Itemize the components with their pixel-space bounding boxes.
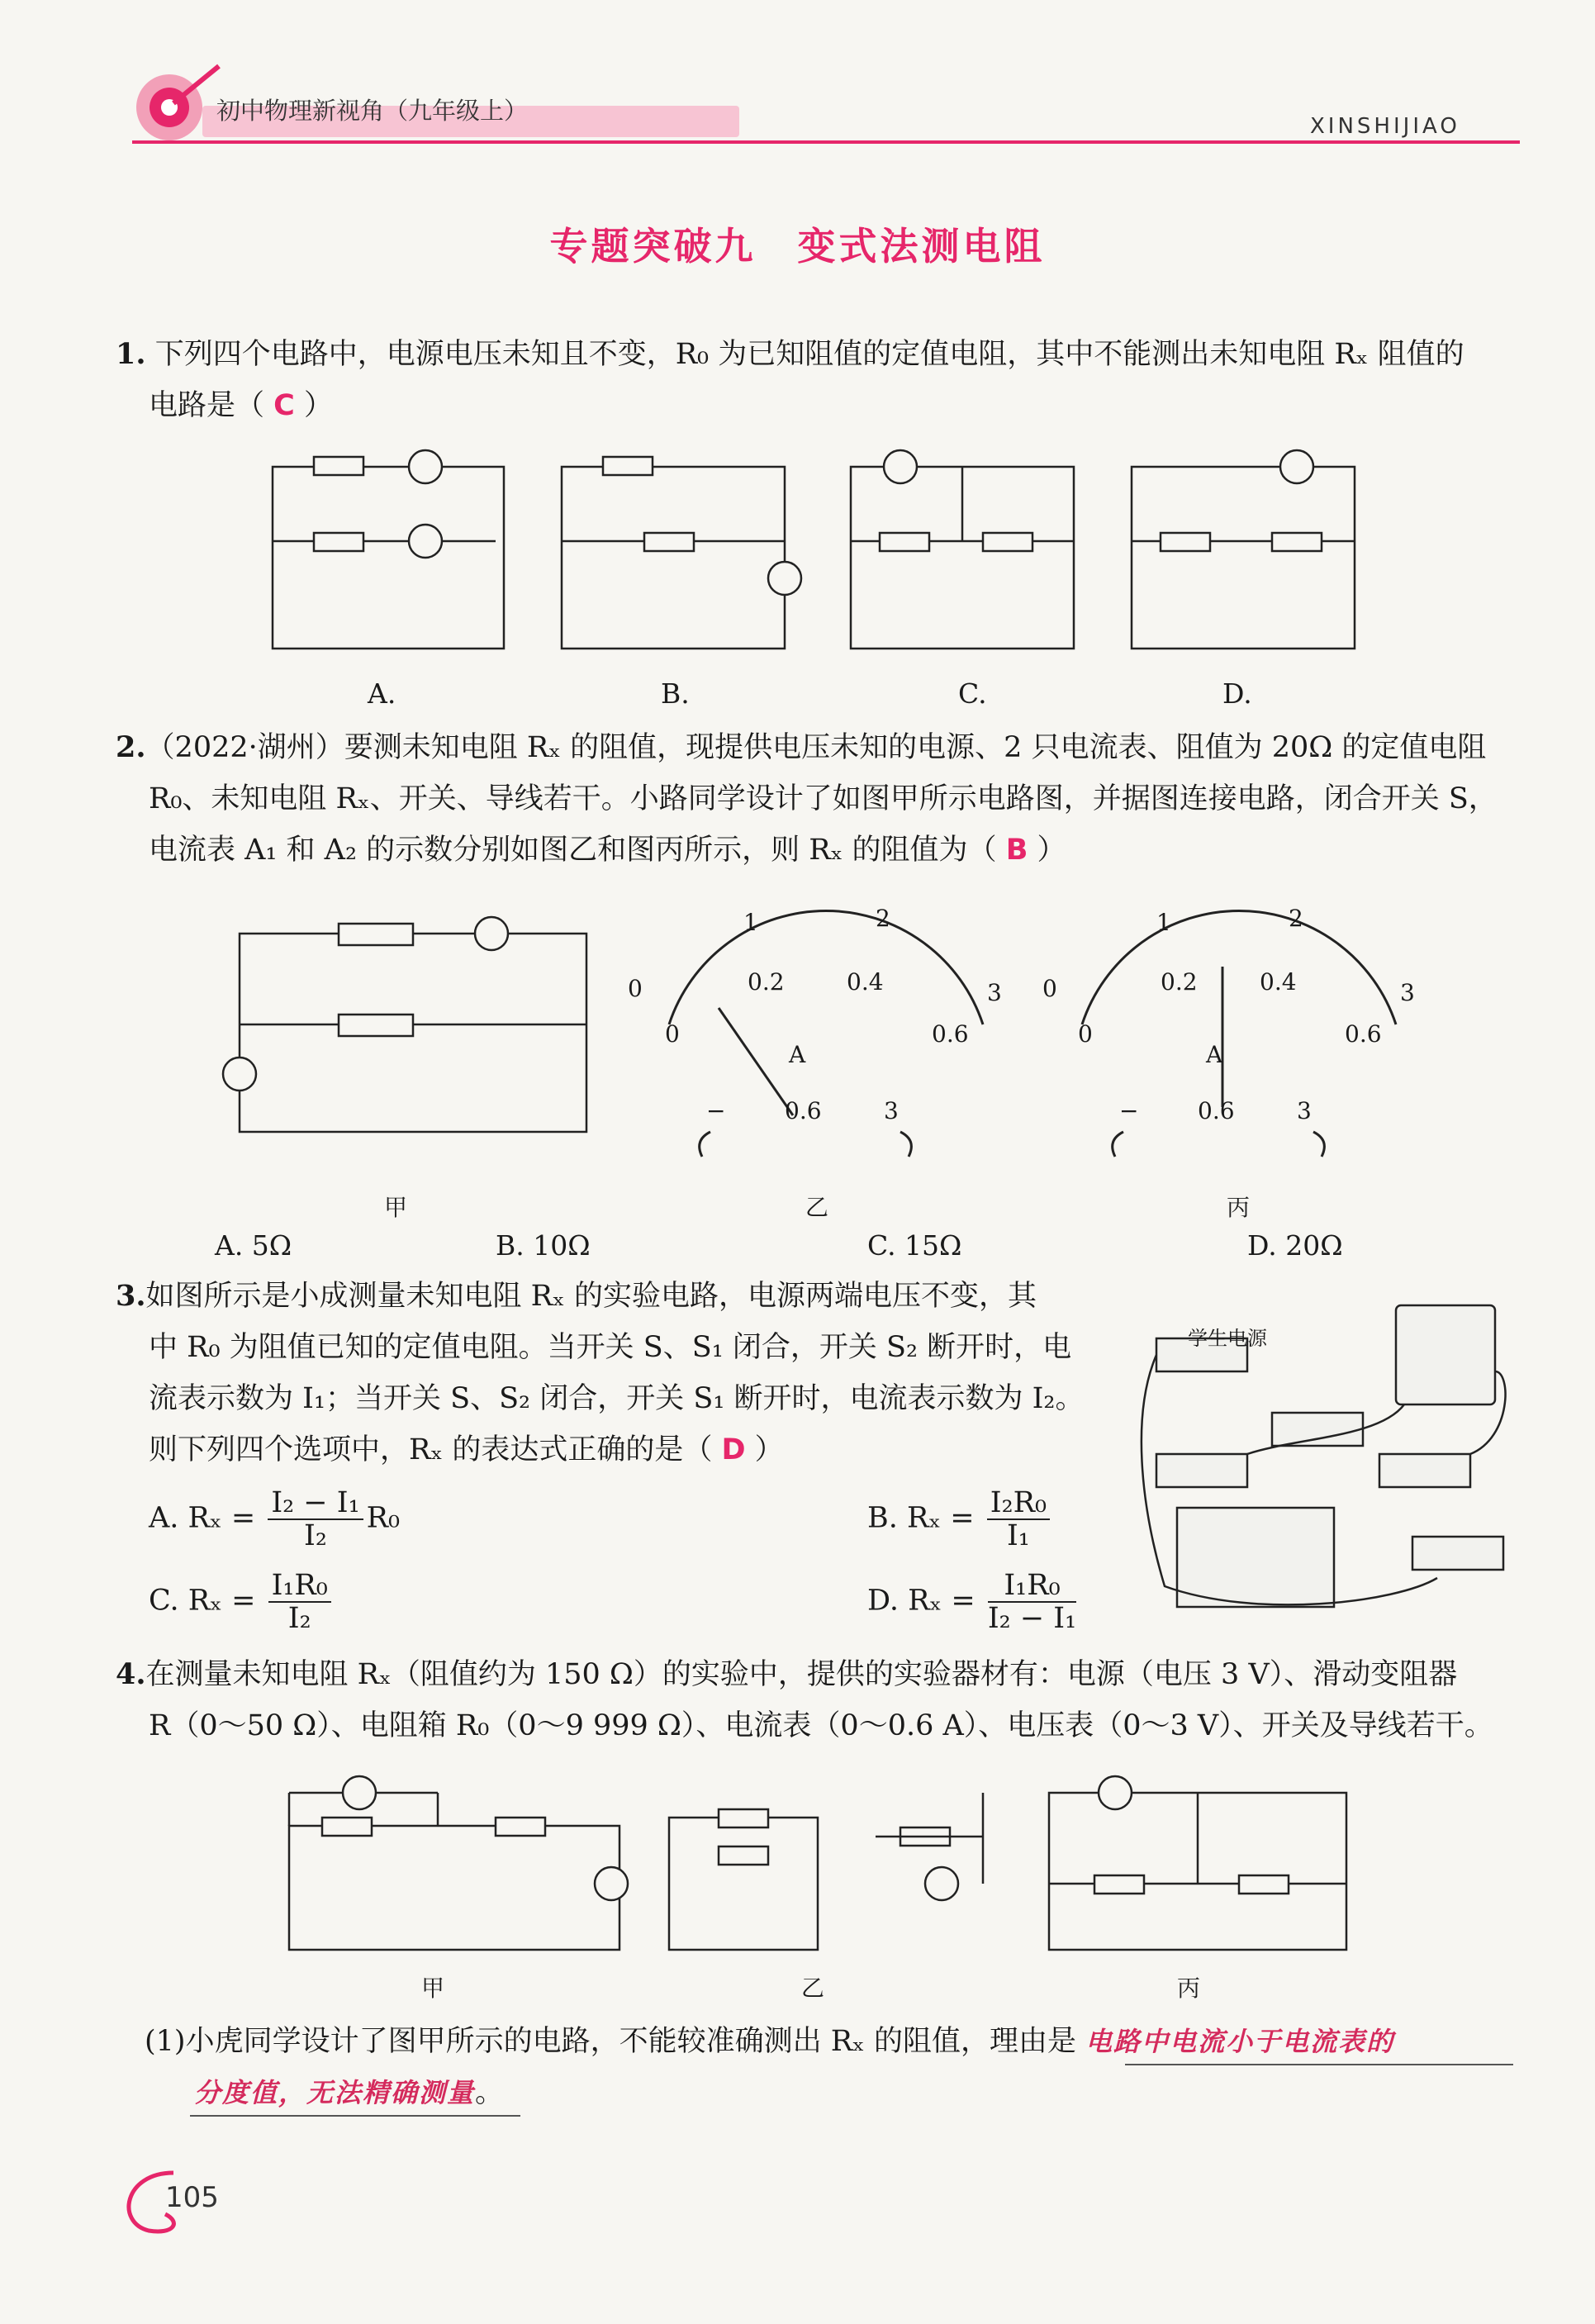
meter1-tick-0: 0 [628, 975, 643, 1002]
q2-option-c: C. 15Ω [867, 1229, 962, 1262]
q2-option-a: A. 5Ω [215, 1229, 292, 1262]
q3-option-c: C. Rₓ = $\frac{\text{I₁R₀}}{\text{I₂}}$ [149, 1570, 335, 1634]
handwritten-answer-2: 分度值，无法精确测量 [194, 2077, 476, 2108]
meter1-unit: A [789, 1041, 806, 1068]
meter1-bottom-04: 0.4 [847, 968, 884, 996]
q1-option-c: C. [958, 677, 987, 710]
page-title: 专题突破九 变式法测电阻 [549, 224, 1046, 269]
meter2-tick-0: 0 [1042, 975, 1057, 1002]
meter2-tick-1: 1 [1156, 909, 1171, 936]
q4-sub1: (1)小虎同学设计了图甲所示的电路，不能较准确测出 Rₓ 的阻值，理由是 电路中电流小于电流表的 分度值，无法精确测量。 [145, 2025, 1395, 2109]
meter2-terminal-06: 0.6 [1198, 1097, 1235, 1124]
meter1-tick-1: 1 [743, 909, 758, 936]
page-number: 105 [165, 2181, 219, 2214]
q3-option-b: B. Rₓ = $\frac{\text{I₂R₀}}{\text{I₁}}$ [867, 1487, 1053, 1552]
q4-label-bing: 丙 [1177, 1975, 1201, 2002]
q1-option-a: A. [368, 677, 396, 710]
q1-option-d: D. [1222, 677, 1252, 710]
meter2-terminal-neg: − [1119, 1097, 1139, 1124]
meter1-bottom-02: 0.2 [748, 968, 785, 996]
meter2-bottom-02: 0.2 [1161, 968, 1198, 996]
q1-circuit-diagrams [264, 442, 1388, 657]
answer-underline-2 [190, 2115, 520, 2117]
meter2-bottom-04: 0.4 [1260, 968, 1297, 996]
q1-option-b: B. [661, 677, 690, 710]
meter2-unit: A [1206, 1041, 1223, 1068]
handwritten-answer-1: 电路中电流小于电流表的 [1085, 2026, 1395, 2057]
q2-label-yi: 乙 [805, 1194, 829, 1221]
q4-label-jia: 甲 [421, 1975, 445, 2002]
meter1-terminal-06: 0.6 [785, 1097, 822, 1124]
q3-text: 3.如图所示是小成测量未知电阻 Rₓ 的实验电路，电源两端电压不变，其 中 R₀ 为阻值已知的定值电阻。当开关 S、S₁ 闭合，开关 S₂ 断开时，电 流表示数为 I₁；当开关 S、S₂ 闭合，开关 S₁ 断开时，电流表示数为 I₂。 则下列四个选项中，Rₓ 的表达式正确的是（ D ） [116, 1279, 1085, 1466]
q3-option-a: A. Rₓ = $\frac{\text{I₂ − I₁}}{\text{I₂}}$ R₀ [149, 1486, 400, 1552]
meter2-bottom-06: 0.6 [1345, 1020, 1382, 1048]
meter1-terminal-3: 3 [884, 1097, 899, 1124]
meter1-bottom-06: 0.6 [932, 1020, 969, 1048]
meter2-bottom-0: 0 [1078, 1020, 1093, 1048]
q2-circuit-jia [231, 917, 595, 1148]
meter1-tick-3: 3 [987, 979, 1002, 1006]
brand-name: XINSHIJIAO [1310, 114, 1460, 139]
q4-circuit-diagrams [281, 1776, 1355, 1991]
book-title: 初中物理新视角（九年级上） [216, 97, 529, 125]
q3-supply-label: 学生电源 [1188, 1327, 1267, 1350]
q2-option-b: B. 10Ω [496, 1229, 591, 1262]
q2-text: 2.（2022·湖州）要测未知电阻 Rₓ 的阻值，现提供电压未知的电源、2 只电流表、阻值为 20Ω 的定值电阻 R₀、未知电阻 Rₓ、开关、导线若干。小路同学设计了如图甲所示电路图，并据图连接电路，闭合开关 S， 电流表 A₁ 和 A₂ 的示数分别如图乙和图丙所示，则 Rₓ 的阻值为（ B ） [116, 730, 1498, 867]
q4-label-yi: 乙 [801, 1975, 825, 2002]
meter2-tick-2: 2 [1289, 905, 1303, 932]
q1-text: 1. 下列四个电路中，电源电压未知且不变，R₀ 为已知阻值的定值电阻，其中不能测出未知电阻 Rₓ 阻值的 电路是（ C ） [116, 337, 1464, 422]
answer-underline-1 [1125, 2064, 1513, 2065]
q4-text: 4.在测量未知电阻 Rₓ（阻值约为 150 Ω）的实验中，提供的实验器材有：电源（电压 3 V）、滑动变阻器 R（0～50 Ω）、电阻箱 R₀（0～9 999 Ω）、电流表（0～0.6 A）、电压表（0～3 V）、开关及导线若干。 [116, 1657, 1493, 1742]
meter1-tick-2: 2 [876, 905, 890, 932]
q2-label-jia: 甲 [384, 1194, 408, 1221]
q3-option-d: D. Rₓ = $\frac{\text{I₁R₀}}{\text{I₂ − I₁}}$ [867, 1569, 1077, 1635]
meter2-tick-3: 3 [1400, 979, 1415, 1006]
meter2-terminal-3: 3 [1297, 1097, 1312, 1124]
meter1-terminal-neg: − [706, 1097, 726, 1124]
meter1-bottom-0: 0 [665, 1020, 680, 1048]
q2-option-d: D. 20Ω [1247, 1229, 1343, 1262]
q2-label-bing: 丙 [1227, 1194, 1251, 1221]
